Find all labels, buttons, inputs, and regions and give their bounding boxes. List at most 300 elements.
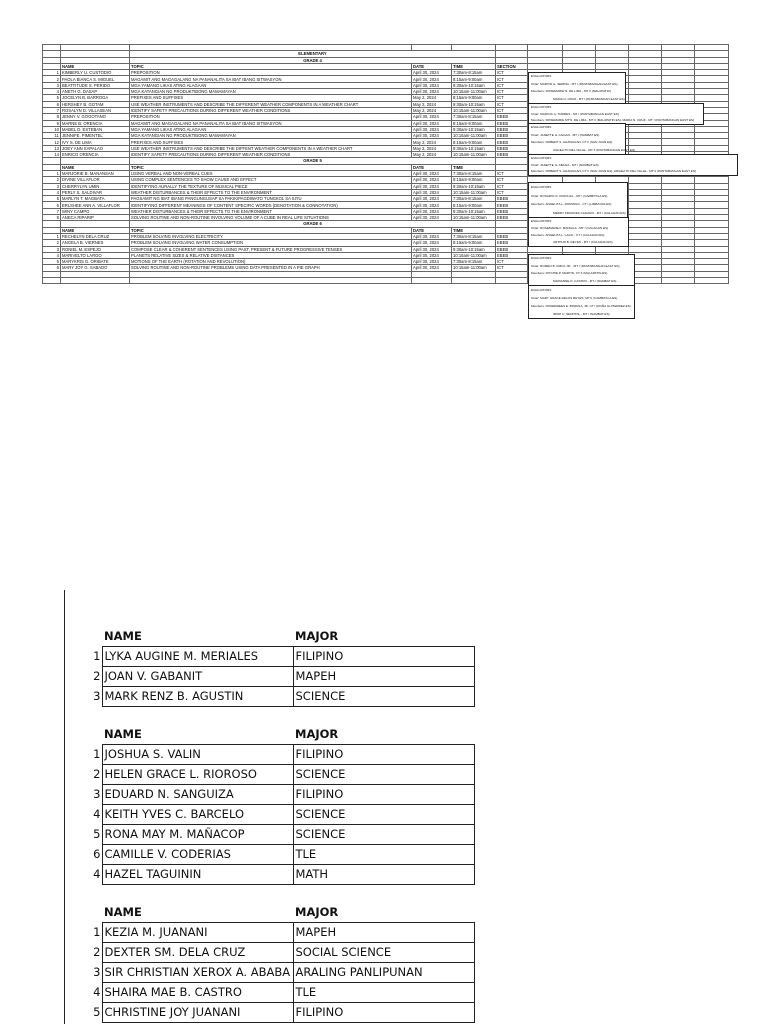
major: TLE: [293, 983, 474, 1003]
cell: [452, 277, 496, 283]
cell: [130, 277, 412, 283]
teacher-name: HERSHEY B. GOTAM: [61, 101, 130, 107]
cell: [695, 277, 729, 283]
cell: [86, 725, 102, 745]
note-line: Members: ROSEMARIE N. DE LIMA - MT II (MALAPATIN): [531, 89, 611, 93]
teacher-name: JENNY V. GOGOTANO: [61, 114, 130, 120]
evaluator-note: [528, 154, 738, 176]
cell: 10:15am-11:00am: [452, 265, 496, 271]
student-name: KEZIA M. JUANANI: [102, 923, 293, 943]
note-line: Members: ROSEMARIE MT'S. DE LIMA - MT II (MALAPATIN ES), MARIA N. CRUZ - MT I (PANTABANGAN EAST ES): [531, 118, 695, 123]
student-name: CAMILLE V. CODERIAS: [102, 845, 293, 865]
student-name: RONA MAY M. MAÑACOP: [102, 825, 293, 845]
cell: 6: [43, 101, 61, 107]
cell: PREPOSITION: [130, 114, 412, 120]
cell: April 30, 2024: [412, 120, 452, 126]
teacher-name: MARY JOY G. SABADO: [61, 265, 130, 271]
cell: April 30, 2024: [412, 215, 452, 221]
cell: SOLVING ROUTINE AND NON-ROUTINE PROBLEMS USING DATA PRESENTED IN A PIE GRAPH: [130, 265, 412, 271]
cell: EBEB: [496, 202, 528, 208]
cell: ICT: [496, 101, 528, 107]
cell: [496, 277, 528, 283]
student-name: JOAN V. GABANIT: [102, 667, 293, 687]
cell: 10: [43, 126, 61, 132]
cell: IDENTIFY SAFETY PRECAUTIONS DURING DIFFERENT WEATHER CONDITIONS: [130, 107, 412, 113]
cell: 9:30am-10:15am: [452, 82, 496, 88]
column-header: NAME: [61, 227, 130, 233]
cell: USE WEATHER INSTRUMENTS AND DESCRIBE THE DIFFERENT WEATHER COMPONENTS IN A WEATHER CHART: [130, 101, 412, 107]
cell: 8:15am-9:00am: [452, 202, 496, 208]
cell: ICT: [496, 107, 528, 113]
cell: April 30, 2024: [412, 133, 452, 139]
cell: MGA YAMANG LIKAS ATING ALAGAAN: [130, 82, 412, 88]
student-name: JOSHUA S. VALIN: [102, 745, 293, 765]
cell: 2: [43, 240, 61, 246]
row-number: 4: [93, 867, 101, 881]
column-header: NAME: [104, 905, 142, 919]
cell: [86, 903, 102, 923]
cell: MGA KATANGIAN NG PRODUKTIBONG MAMAMAYAN: [130, 133, 412, 139]
major: SCIENCE: [293, 687, 474, 707]
evaluator-note: [528, 217, 629, 247]
major: TLE: [293, 845, 474, 865]
cell: EBEB: [496, 215, 528, 221]
row-number: 1: [93, 925, 101, 939]
column-header: NAME: [104, 629, 142, 643]
row-number: 3: [93, 689, 101, 703]
note-line: Members: RITCHIE P. MARTIN, CT II (MALAPATIN ES): [531, 271, 608, 275]
cell: PLANETS RELATIVE SIZES & RELATIVE DISTANCES: [130, 252, 412, 258]
teacher-name: MARLYN T. MAGBATA: [61, 196, 130, 202]
column-header: MAJOR: [295, 629, 339, 643]
teacher-name: JOEY ANN SAPALAO: [61, 145, 130, 151]
note-line: Members: RUDERREES E. BINDIGA, JR, CT I (DOÑA GUITERREZ ES): [531, 304, 631, 308]
column-header: NAME: [104, 727, 142, 741]
major: ARALING PANLIPUNAN: [293, 963, 474, 983]
note-line: IRISH U. SENOTAL - MT I (NAMBAT ES): [553, 312, 610, 316]
table-row: [86, 785, 474, 805]
cell: May 2, 2024: [412, 152, 452, 158]
cell: April 30, 2024: [412, 76, 452, 82]
cell: SOLVING ROUTINE AND NON-ROUTINE INVOLVING VOLUME OF A CUBE IN REAL LIFE SITUATIONS: [130, 215, 412, 221]
cell: 8:15am-9:00am: [452, 120, 496, 126]
cell: 7:30am-8:15am: [452, 170, 496, 176]
table-row: [86, 865, 474, 885]
cell: 14: [43, 152, 61, 158]
cell: 8: [43, 215, 61, 221]
cell: April 30, 2024: [412, 82, 452, 88]
cell: 7:30am-8:15am: [452, 196, 496, 202]
cell: 2: [43, 177, 61, 183]
column-header: DATE: [412, 164, 452, 170]
table-row: [86, 745, 474, 765]
row-number: 5: [93, 827, 101, 841]
cell: MAGAMIT ANG MAGAGALANG NA PANANALITA SA IBAT IBANG SITWASYON: [130, 76, 412, 82]
cell: [412, 277, 452, 283]
cell: IDENTIFYING AURALLY THE TEXTURE OF MUSICAL PIECE: [130, 183, 412, 189]
teacher-name: RONIEL M. ESPEJO: [61, 246, 130, 252]
cell: 4: [43, 89, 61, 95]
note-heading: EVALUATORS: [531, 256, 552, 260]
note-heading: EVALUATORS: [531, 105, 552, 109]
cell: EBEB: [496, 114, 528, 120]
cell: ICT: [496, 70, 528, 76]
column-header: TOPIC: [130, 227, 412, 233]
cell: 9:30am-10:15am: [452, 101, 496, 107]
table-row: [86, 923, 474, 943]
cell: MGA KATANGIAN NG PRODUKTIBONG MAMAMAYAN: [130, 89, 412, 95]
cell: 4: [43, 189, 61, 195]
column-header: TOPIC: [130, 164, 412, 170]
cell: ICT: [496, 265, 528, 271]
cell: EBEB: [496, 126, 528, 132]
cell: 7:30am-8:15am: [452, 259, 496, 265]
teacher-name: ENRICO ORENCIA: [61, 152, 130, 158]
teacher-name: JOCELYN B. BARROGA: [61, 95, 130, 101]
column-header: MAJOR: [295, 727, 339, 741]
note-heading: EVALUATORS: [531, 125, 552, 129]
cell: WEATHER DISTURBANCES & THEIR EFFECTS TO THE ENVIRONMENT: [130, 208, 412, 214]
cell: WEATHER DISTURBANCES & THEIR EFFECTS TO THE ENVIRONMENT: [130, 189, 412, 195]
cell: May 2, 2024: [412, 139, 452, 145]
cell: [662, 277, 695, 283]
cell: 8:15am-9:00am: [452, 240, 496, 246]
cell: ICT: [496, 76, 528, 82]
evaluator-note: [528, 182, 628, 218]
cell: 5: [43, 196, 61, 202]
cell: ICT: [496, 177, 528, 183]
evaluator-note: [528, 254, 635, 286]
major: MAPEH: [293, 667, 474, 687]
cell: [86, 627, 102, 647]
table-row: [86, 943, 474, 963]
cell: 6: [43, 202, 61, 208]
cell: MOTIONS OF THE EARTH (ROTATION AND REVOLUTION): [130, 259, 412, 265]
table-row: [86, 1003, 474, 1023]
teacher-name: MARYKRIS G. ORIBATE: [61, 259, 130, 265]
column-header: SECTION: [496, 63, 528, 69]
note-heading: EVALUATORS: [531, 185, 552, 189]
cell: 6: [43, 265, 61, 271]
cell: 9:30am-10:15am: [452, 208, 496, 214]
cell: 7:30am-8:15am: [452, 70, 496, 76]
student-name: MARK RENZ B. AGUSTIN: [102, 687, 293, 707]
note-heading: EVALUATORS: [531, 219, 552, 223]
teacher-name: MARJORIE B. MANANSAN: [61, 170, 130, 176]
column-header: MAJOR: [295, 905, 339, 919]
cell: USING COMPLEX SENTENCES TO SHOW CAUSE AND EFFECT: [130, 177, 412, 183]
cell: 10:15am-11:00am: [452, 252, 496, 258]
cell: PROBLEM SOLVING INVOLVING ELECTRICITY: [130, 233, 412, 239]
teacher-name: PERLY S. SALDIVAR: [61, 189, 130, 195]
major: SCIENCE: [293, 805, 474, 825]
student-name: SHAIRA MAE B. CASTRO: [102, 983, 293, 1003]
note-line: Chair: MARY GRACE DELOS REYES, MT II (CAMBITALA ES): [531, 296, 618, 300]
row-number: 3: [93, 965, 101, 979]
table-row: [86, 687, 474, 707]
row-number: 5: [93, 1005, 101, 1019]
column-header: TOPIC: [130, 63, 412, 69]
header-row: [86, 725, 474, 745]
cell: 10:15am-11:00am: [452, 189, 496, 195]
cell: 10:15am-11:00am: [452, 89, 496, 95]
cell: EBEB: [496, 133, 528, 139]
student-name: KEITH YVES C. BARCELO: [102, 805, 293, 825]
cell: 8:15am-9:00am: [452, 76, 496, 82]
cell: 3: [43, 246, 61, 252]
note-line: Chair: ROMEO B. DIZOL JR. - MT I (PANTABANGAN EAST ES): [531, 263, 620, 268]
cell: 10:15am-11:00am: [452, 152, 496, 158]
cell: ICT: [496, 95, 528, 101]
table-row: [86, 983, 474, 1003]
note-line: ARTHUR B. REYES - MT I (CALAGAN ES): [553, 240, 613, 244]
note-line: Members: ANGELITA L. LAGO - CT I (CALAGAN ES): [531, 233, 605, 237]
cell: 9:30am-10:15am: [452, 145, 496, 151]
cell: May 2, 2024: [412, 107, 452, 113]
evaluator-note: [528, 72, 626, 104]
header-row: [86, 903, 474, 923]
sheet-title: ELEMENTARY: [130, 51, 496, 57]
column-header: DATE: [412, 227, 452, 233]
cell: 13: [43, 145, 61, 151]
cell: EBEB: [496, 208, 528, 214]
teacher-name: ERLSHEE ANN A. VILLAFLOR: [61, 202, 130, 208]
cell: PREPOSITION: [130, 70, 412, 76]
cell: MGA YAMANG LIKAS ATING ALAGAAN: [130, 126, 412, 132]
major: SCIENCE: [293, 765, 474, 785]
cell: MAGAMIT ANG MAGAGALANG NA PANANALITA SA IBAT IBANG SITWASYON: [130, 120, 412, 126]
cell: ICT: [496, 189, 528, 195]
note-heading: EVALUATORS: [531, 156, 552, 160]
cell: 10:15am-11:00am: [452, 215, 496, 221]
teacher-name: RECHELYN DELA CRUZ: [61, 233, 130, 239]
major: FILIPINO: [293, 647, 474, 667]
cell: May 2, 2024: [412, 145, 452, 151]
row-number: 2: [93, 767, 101, 781]
major: FILIPINO: [293, 745, 474, 765]
cell: 1: [43, 170, 61, 176]
note-line: Chair: MARVIN G. SERING - MT I (PANTABANGAN EAST ES): [531, 81, 618, 86]
cell: April 30, 2024: [412, 126, 452, 132]
major-list-table: [86, 903, 475, 1023]
student-name: EDUARD N. SANGUIZA: [102, 785, 293, 805]
teacher-name: PAOLA BIANCA S. MIGUEL: [61, 76, 130, 82]
cell: 9:30am-10:15am: [452, 126, 496, 132]
cell: April 30, 2024: [412, 265, 452, 271]
teacher-name: JENNIFE. PIMENTEL: [61, 133, 130, 139]
note-line: MARIA N. CRUZ - MT I (PANTABANGAN EAST ES): [553, 96, 625, 101]
teacher-name: ANECA RIPARIP: [61, 215, 130, 221]
cell: 9: [43, 120, 61, 126]
cell: EBEB: [496, 233, 528, 239]
cell: USING VERBAL AND NON-VERBAL CUES: [130, 170, 412, 176]
cell: April 30, 2024: [412, 170, 452, 176]
cell: April 30, 2024: [412, 208, 452, 214]
cell: EBEB: [496, 120, 528, 126]
cell: PROBLEM SOLVING INVOLVING WATER CONSUMPTION: [130, 240, 412, 246]
major: FILIPINO: [293, 1003, 474, 1023]
column-header: DATE: [412, 63, 452, 69]
evaluator-note: [528, 103, 704, 125]
cell: 8:15am-9:00am: [452, 177, 496, 183]
cell: April 30, 2024: [412, 189, 452, 195]
cell: April 30, 2024: [412, 233, 452, 239]
evaluator-note: [528, 285, 635, 319]
note-line: Chair: ROSEMARIE F. MANGILA - MT I (CALAGAN ES): [531, 226, 609, 230]
note-line: MARIANNE D. CASTRO - MT I (NAMBAT ES): [553, 278, 617, 283]
row-number: 6: [93, 847, 101, 861]
row-number: 2: [93, 669, 101, 683]
cell: 3: [43, 183, 61, 189]
cell: 9:30am-10:15am: [452, 183, 496, 189]
teacher-name: DIVINE VILLAFLOR: [61, 177, 130, 183]
note-line: Chair: ROSARIO G. PASCUAL - MT I (CAMBITALA ES): [531, 193, 608, 198]
cell: April 30, 2024: [412, 252, 452, 258]
table-row: [86, 845, 474, 865]
cell: 1: [43, 70, 61, 76]
grade-label: GRADE 6: [130, 221, 496, 227]
header-row: [86, 627, 474, 647]
column-header: TIME: [452, 63, 496, 69]
note-line: ANGELITO DEL VALLE - MT II (PANTABANGAN EAST ES): [553, 147, 636, 152]
cell: IDENTIFYING DIFFERENT MEANINGS OF CONTENT SPECIFIC WORDS (DENOTATION & CONNOTATION): [130, 202, 412, 208]
note-line: Chair: MARIVIC A. TORRES - MT I (PANTABANGAN EAST ES): [531, 111, 619, 116]
teacher-name: IVY S. DE LIMA: [61, 139, 130, 145]
major-list-table: [86, 725, 475, 885]
cell: ICT: [496, 170, 528, 176]
row-number: 1: [93, 649, 101, 663]
table-row: [86, 647, 474, 667]
cell: April 30, 2024: [412, 114, 452, 120]
cell: 7: [43, 208, 61, 214]
cell: ICT: [496, 259, 528, 265]
cell: April 30, 2024: [412, 70, 452, 76]
cell: PREFIXES AND SUFFIXES: [130, 95, 412, 101]
student-name: SIR CHRISTIAN XEROX A. ABABA: [102, 963, 293, 983]
column-header: NAME: [61, 164, 130, 170]
note-heading: EVALUATORS: [531, 74, 552, 78]
grade-label: GRADE 4: [130, 57, 496, 63]
column-border: [64, 590, 65, 1024]
cell: EBEB: [496, 240, 528, 246]
note-line: MERRY FRANCES CAGARO - MT I (CALAGAN ES): [553, 210, 626, 215]
cell: EBEB: [496, 152, 528, 158]
table-row: [86, 963, 474, 983]
cell: 9:30am-10:15am: [452, 246, 496, 252]
teacher-name: ANGELA B. VIERNES: [61, 240, 130, 246]
note-heading: EVALUATORS: [531, 288, 552, 292]
cell: EBEB: [496, 139, 528, 145]
cell: COMPOSE CLEAR & COHERENT SENTENCES USING PAST, PRESENT & FUTURE PROGRESSIVE TENSES: [130, 246, 412, 252]
row-number: 4: [93, 807, 101, 821]
table-row: [86, 667, 474, 687]
cell: 7: [43, 107, 61, 113]
student-name: HELEN GRACE L. RIOROSO: [102, 765, 293, 785]
cell: PREFIXES AND SUFFIXES: [130, 139, 412, 145]
cell: 11: [43, 133, 61, 139]
cell: April 30, 2024: [412, 183, 452, 189]
major: SOCIAL SCIENCE: [293, 943, 474, 963]
cell: April 30, 2024: [412, 202, 452, 208]
cell: April 30, 2024: [412, 89, 452, 95]
teacher-name: BEATTITUDE S. PERIDO: [61, 82, 130, 88]
table-row: [86, 805, 474, 825]
teacher-name: MARNE B. ORENCIA: [61, 120, 130, 126]
cell: 8: [43, 114, 61, 120]
teacher-name: MARIVELTO LARGO: [61, 252, 130, 258]
note-line: Members: ROBERT S. AGANGGAN, CT II (SAN JUAN ES): [531, 140, 613, 144]
teacher-name: ANETH G. DASAP: [61, 89, 130, 95]
column-header: TIME: [452, 164, 496, 170]
cell: [61, 277, 130, 283]
cell: May 2, 2024: [412, 101, 452, 107]
major: SCIENCE: [293, 825, 474, 845]
cell: April 30, 2024: [412, 259, 452, 265]
grade-label: GRADE 5: [130, 158, 496, 164]
cell: IDENTIFY SAFETY PRECAUTIONS DURING DIFFERENT WEATHER CONDITIONS: [130, 152, 412, 158]
cell: 5: [43, 95, 61, 101]
cell: April 30, 2024: [412, 240, 452, 246]
cell: 1: [43, 233, 61, 239]
cell: EBEB: [496, 252, 528, 258]
student-name: HAZEL TAGUININ: [102, 865, 293, 885]
cell: April 30, 2024: [412, 177, 452, 183]
teacher-name: ROSALYN D. VILLASEAN: [61, 107, 130, 113]
table-row: [86, 765, 474, 785]
table-row: [86, 825, 474, 845]
major-list-table: [86, 627, 475, 707]
cell: May 2, 2024: [412, 95, 452, 101]
row-number: 1: [93, 747, 101, 761]
row-number: 3: [93, 787, 101, 801]
cell: [43, 277, 61, 283]
cell: 8:15am-9:00am: [452, 95, 496, 101]
cell: ICT: [496, 183, 528, 189]
cell: ICT: [496, 82, 528, 88]
cell: 12: [43, 139, 61, 145]
column-header: TIME: [452, 227, 496, 233]
cell: 10:15am-11:00am: [452, 107, 496, 113]
column-header: NAME: [61, 63, 130, 69]
row-number: 2: [93, 945, 101, 959]
note-line: Members: ROBERT S. AGANGGAN, CT II (SAN JUAN ES), ANGELITO DEL VALLE - MT II (PANTABANGAN EAST ES): [531, 169, 696, 174]
row-number: 4: [93, 985, 101, 999]
teacher-name: MABEL D. ESTEBAN: [61, 126, 130, 132]
cell: 8:15am-9:00am: [452, 139, 496, 145]
cell: EBEB: [496, 196, 528, 202]
major: MAPEH: [293, 923, 474, 943]
major: MATH: [293, 865, 474, 885]
cell: EBEB: [496, 145, 528, 151]
major: FILIPINO: [293, 785, 474, 805]
student-name: LYKA AUGINE M. MERIALES: [102, 647, 293, 667]
cell: 7:30am-8:15am: [452, 233, 496, 239]
evaluator-note: [528, 123, 636, 155]
cell: USE WEATHER INSTRUMENTS AND DESCRIBE THE DIFFENT WEATHER COMPONENTS IN A WEATHER CHART: [130, 145, 412, 151]
student-name: CHRISTINE JOY JUANANI: [102, 1003, 293, 1023]
cell: 4: [43, 252, 61, 258]
teacher-name: WINY CAMPO: [61, 208, 130, 214]
cell: 5: [43, 259, 61, 265]
teacher-name: KIMBERLY U. CUSTODIO: [61, 70, 130, 76]
note-line: Members: ANGELITA L. DOMINGO - CT I (LIMBAYAN ES): [531, 202, 612, 206]
cell: EBEB: [496, 246, 528, 252]
cell: ICT: [496, 89, 528, 95]
cell: 3: [43, 82, 61, 88]
teacher-name: CHERRYLYN UMIN: [61, 183, 130, 189]
cell: April 30, 2024: [412, 246, 452, 252]
cell: April 30, 2024: [412, 196, 452, 202]
